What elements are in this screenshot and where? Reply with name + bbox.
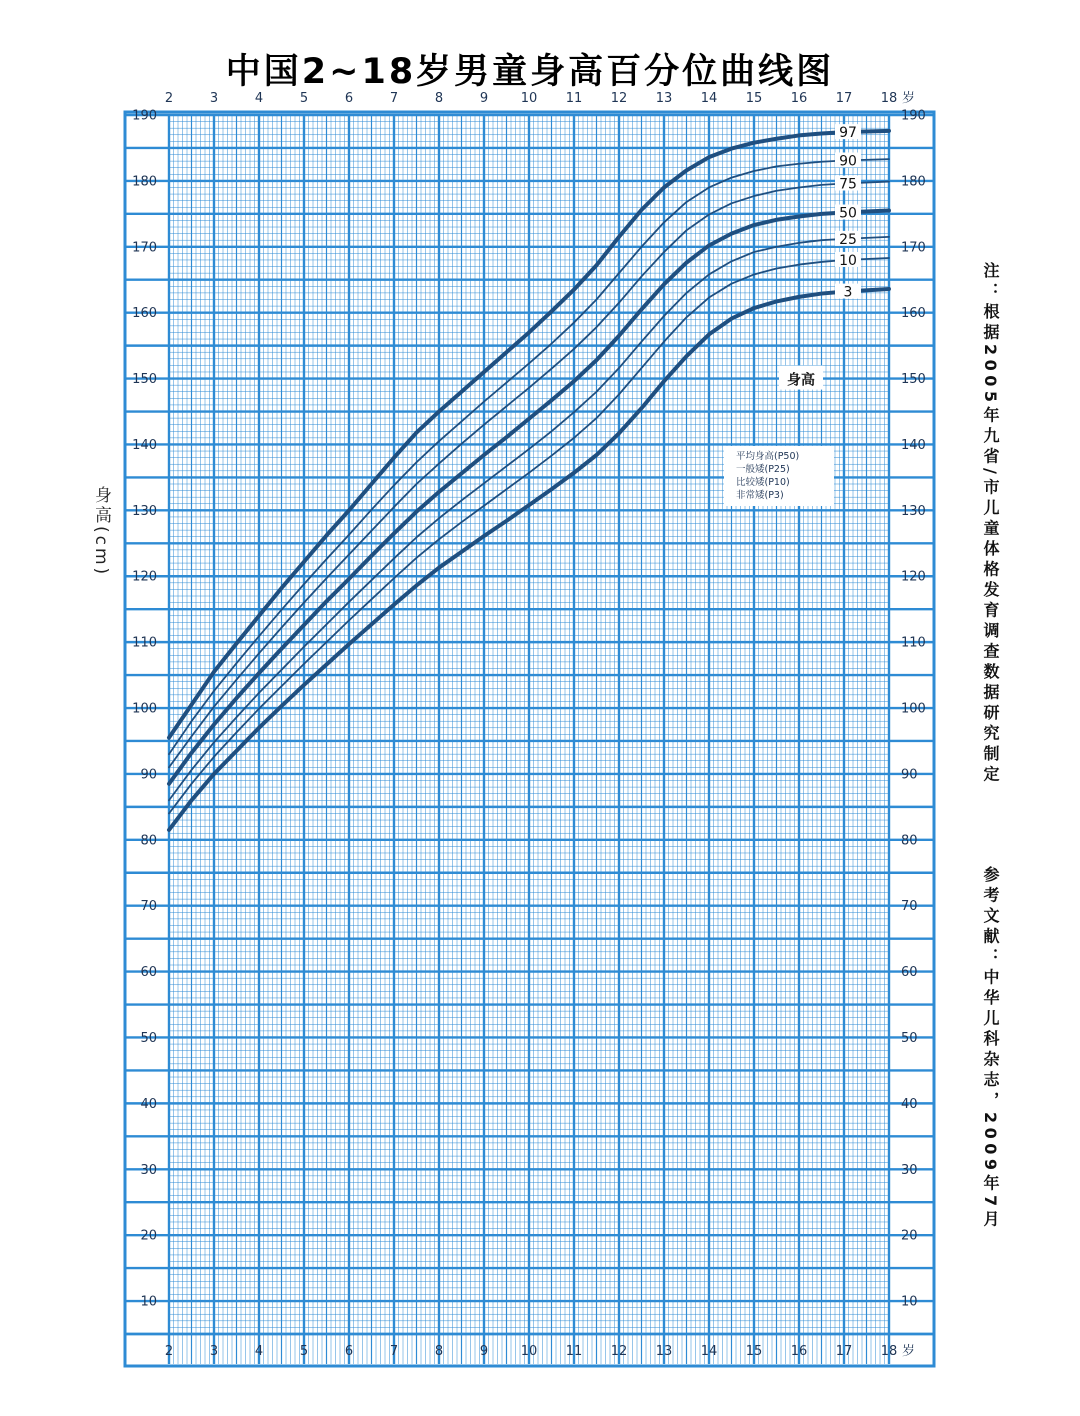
y-tick-label: 70: [901, 899, 918, 915]
y-tick-label: 170: [901, 240, 926, 256]
x-tick-label: 13: [655, 91, 673, 106]
y-tick-label: 120: [901, 569, 926, 585]
x-axis-unit: 岁: [902, 91, 916, 106]
x-tick-label: 6: [344, 91, 354, 106]
curve-label-p90: 90: [839, 153, 857, 170]
y-tick-label: 130: [901, 503, 926, 519]
curve-label-p25: 25: [839, 231, 857, 248]
x-tick-label: 13: [655, 1344, 673, 1359]
x-tick-label: 2: [164, 91, 174, 106]
x-tick-label: 4: [254, 91, 264, 106]
y-tick-label: 150: [132, 372, 157, 388]
page-title: 中国2~18岁男童身高百分位曲线图: [225, 52, 835, 92]
y-tick-label: 140: [132, 437, 157, 453]
y-tick-label: 190: [901, 108, 926, 124]
y-tick-label: 160: [901, 306, 926, 322]
x-tick-label: 2: [164, 1344, 174, 1359]
y-tick-label: 60: [140, 965, 157, 981]
x-tick-label: 6: [344, 1344, 354, 1359]
y-tick-label: 20: [140, 1228, 157, 1244]
x-tick-label: 17: [835, 1344, 853, 1359]
y-tick-label: 120: [132, 569, 157, 585]
x-tick-label: 15: [745, 91, 763, 106]
y-tick-label: 190: [132, 108, 157, 124]
y-tick-label: 10: [140, 1294, 157, 1310]
x-tick-label: 10: [520, 1344, 538, 1359]
x-tick-label: 15: [745, 1344, 763, 1359]
legend-item: 一般矮(P25): [736, 464, 790, 475]
y-tick-label: 160: [132, 306, 157, 322]
y-tick-label: 130: [132, 503, 157, 519]
y-tick-label: 170: [132, 240, 157, 256]
y-tick-label: 10: [901, 1294, 918, 1310]
x-tick-label: 3: [209, 91, 219, 106]
inner-label: 身高: [787, 372, 815, 389]
note-reference: 参考文献：中华儿科杂志，2009年7月: [981, 866, 1000, 1232]
y-tick-label: 110: [901, 635, 926, 651]
note-source: 注：根据2005年九省/市儿童体格发育调查数据研究制定: [981, 262, 1000, 786]
legend-item: 非常矮(P3): [736, 490, 784, 501]
x-tick-label: 5: [299, 1344, 309, 1359]
y-tick-label: 70: [140, 899, 157, 915]
legend: [724, 446, 834, 506]
y-tick-label: 150: [901, 372, 926, 388]
y-tick-label: 180: [901, 174, 926, 190]
legend-item: 比较矮(P10): [736, 477, 790, 488]
curve-label-p3: 3: [843, 284, 853, 301]
y-tick-label: 40: [140, 1096, 157, 1112]
y-tick-label: 30: [901, 1162, 918, 1178]
x-tick-label: 17: [835, 91, 853, 106]
y-tick-label: 100: [132, 701, 157, 717]
x-tick-label: 14: [700, 1344, 718, 1359]
curve-label-p97: 97: [839, 125, 857, 142]
y-tick-label: 50: [901, 1030, 918, 1046]
y-tick-label: 30: [140, 1162, 157, 1178]
x-tick-label: 18: [880, 91, 898, 106]
y-tick-label: 180: [132, 174, 157, 190]
y-tick-label: 100: [901, 701, 926, 717]
y-tick-label: 110: [132, 635, 157, 651]
x-tick-label: 9: [479, 91, 489, 106]
x-tick-label: 9: [479, 1344, 489, 1359]
x-tick-label: 5: [299, 91, 309, 106]
y-tick-label: 40: [901, 1096, 918, 1112]
y-tick-label: 90: [140, 767, 157, 783]
x-tick-label: 16: [790, 91, 808, 106]
x-tick-label: 16: [790, 1344, 808, 1359]
y-tick-label: 80: [901, 833, 918, 849]
y-axis-label: 身高(cm): [91, 486, 111, 578]
x-tick-label: 12: [610, 1344, 628, 1359]
x-tick-label: 3: [209, 1344, 219, 1359]
x-tick-label: 4: [254, 1344, 264, 1359]
y-tick-label: 80: [140, 833, 157, 849]
x-tick-label: 11: [565, 1344, 583, 1359]
x-tick-label: 7: [389, 91, 399, 106]
x-axis-unit: 岁: [902, 1344, 916, 1359]
x-tick-label: 7: [389, 1344, 399, 1359]
x-tick-label: 8: [434, 91, 444, 106]
y-tick-label: 140: [901, 437, 926, 453]
y-tick-label: 50: [140, 1030, 157, 1046]
y-tick-label: 60: [901, 965, 918, 981]
legend-item: 平均身高(P50): [736, 451, 800, 462]
curve-label-p75: 75: [839, 176, 857, 193]
x-tick-label: 18: [880, 1344, 898, 1359]
curve-label-p10: 10: [839, 252, 857, 269]
x-tick-label: 8: [434, 1344, 444, 1359]
y-tick-label: 20: [901, 1228, 918, 1244]
y-tick-label: 90: [901, 767, 918, 783]
x-tick-label: 12: [610, 91, 628, 106]
x-tick-label: 11: [565, 91, 583, 106]
x-tick-label: 10: [520, 91, 538, 106]
x-tick-label: 14: [700, 91, 718, 106]
curve-label-p50: 50: [839, 205, 857, 222]
